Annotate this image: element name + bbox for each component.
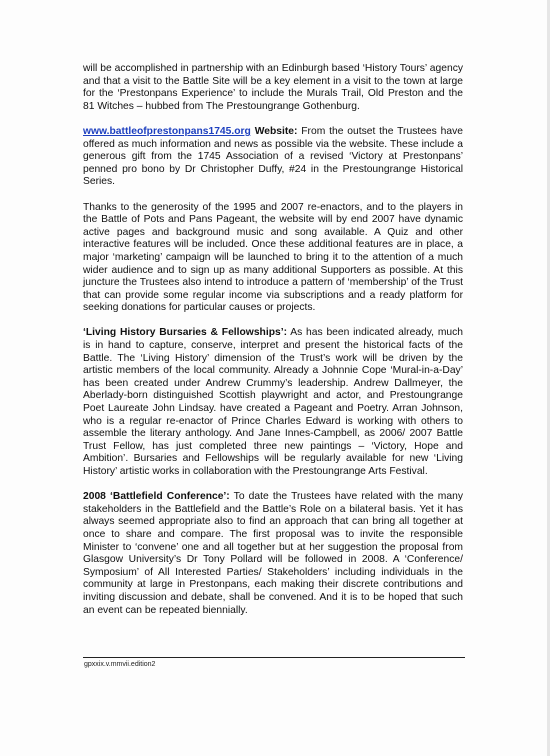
footer-divider (83, 657, 465, 658)
document-body (83, 63, 463, 630)
paragraph-text: will be accomplished in partnership with an Edinburgh based ‘History Tours’ agency and that a visit to the Battle Site will be a key element in a visit to the town at large for the ‘Prestonpans Experience’ to include the Murals Trail, Old Preston and the 81 Witches – hubbed from The Prestoungrange Gothenburg. (83, 63, 463, 112)
paragraph-text: From the outset the Trustees have offered as much information and news as possible via the website. These include a generous gift from the 1745 Association of a revised ‘Victory at Prestonpans’ penned pro bono by Dr Christopher Duffy, #24 in the Prestoungrange Historical Series. (83, 125, 463, 188)
paragraph-text: To date the Trustees have related with the many stakeholders in the Battlefield and the Battle’s Role on a bilateral basis. Yet it has always seemed appropriate also to find an approach that can bring all together at once to share and compare. The first proposal was to invite the responsible Minister to ‘convene’ one and all together but at her suggestion the proposal from Glasgow University’s Dr Tony Pollard will be followed in 2008. A ‘Conference/ Symposium’ of All Interested Parties/ Stakeholders’ including individuals in the community at large in Prestonpans, each making their discrete contributions and inviting discussion and debate, shall be convened. And it is to be hoped that such an event can be repeated biennially. (83, 491, 463, 616)
paragraph-reenactors (83, 202, 463, 315)
paragraph-battlefield-conference (83, 491, 463, 617)
paragraph-heading: 2008 ‘Battlefield Conference’: (83, 491, 230, 503)
paragraph-heading: ‘Living History Bursaries & Fellowships’: (83, 327, 287, 339)
paragraph-heading: Website: (254, 125, 298, 137)
website-link[interactable]: www.battleofprestonpans1745.org (83, 125, 251, 137)
paragraph-text: As has been indicated already, much is in hand to capture, conserve, interpret and present the historical facts of the Battle. The ‘Living History’ dimension of the Trust’s work will be driven by the artistic members of the local community. Already a Johnnie Cope ‘Mural-in-a-Day’ has been created under Andrew Crummy’s leadership. Andrew Dallmeyer, the Aberlady-born distinguished Scottish playwright and actor, and Prestoungrange Poet Laureate John Lindsay. have created a Pageant and Poetry. Arran Johnson, who is a regular re-enactor of Prince Charles Edward is working with others to assemble the literary anthology. And Jane Innes-Campbell, as 2006/ 2007 Battle Trust Fellow, has just completed three new paintings – ‘Victory, Hope and Ambition’. Bursaries and Fellowships will be regularly available for new ‘Living History’ artistic works in collaboration with the Prestoungrange Arts Festival. (83, 327, 463, 477)
paragraph-text: Thanks to the generosity of the 1995 and 2007 re-enactors, and to the players in the Battle of Pots and Pans Pageant, the website will by end 2007 have dynamic active pages and background music and song available. A Quiz and other interactive features will be included. Once these additional features are in place, a major ‘marketing’ campaign will be launched to bring it to the attention of a much wider audience and to sign up as many additional Supporters as possible. At this juncture the Trustees also intend to introduce a pattern of ‘membership’ of the Trust that can provide some regular income via subscriptions and a ready platform for seeking donations for particular causes or projects. (83, 201, 463, 314)
paragraph-living-history (83, 327, 463, 478)
footer-edition-code: gpxxix.v.mmvii.edition2 (84, 661, 156, 668)
paragraph-history-tours (83, 63, 463, 113)
paragraph-website (83, 126, 463, 189)
